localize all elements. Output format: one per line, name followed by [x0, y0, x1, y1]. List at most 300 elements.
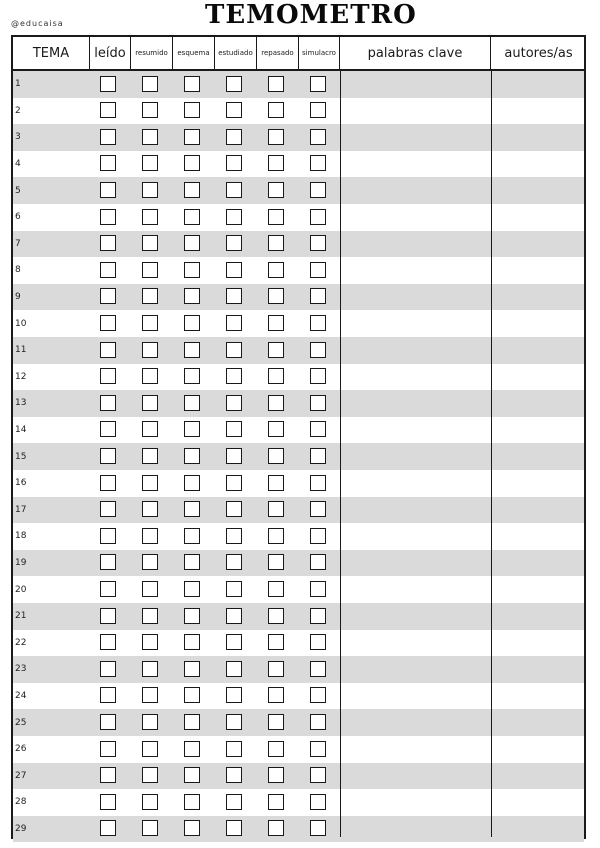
checkbox-estudiado[interactable]: [226, 661, 242, 677]
checkbox-estudiado[interactable]: [226, 421, 242, 437]
checkbox-leido[interactable]: [100, 581, 116, 597]
authors-cell[interactable]: [493, 390, 584, 417]
checkbox-repasado[interactable]: [268, 182, 284, 198]
keywords-cell[interactable]: [342, 98, 489, 125]
table-row: [13, 98, 584, 125]
checkbox-estudiado[interactable]: [226, 315, 242, 331]
checkbox-leido[interactable]: [100, 315, 116, 331]
authors-cell[interactable]: [493, 523, 584, 550]
row-number: 11: [15, 345, 27, 356]
checkbox-repasado[interactable]: [268, 102, 284, 118]
checkbox-estudiado[interactable]: [226, 102, 242, 118]
keywords-cell[interactable]: [342, 709, 489, 736]
checkbox-resumido[interactable]: [142, 288, 158, 304]
checkbox-simulacro[interactable]: [310, 581, 326, 597]
checkbox-esquema[interactable]: [184, 315, 200, 331]
checkbox-simulacro[interactable]: [310, 102, 326, 118]
checkbox-repasado[interactable]: [268, 501, 284, 517]
row-number: 27: [15, 770, 27, 781]
checkbox-simulacro[interactable]: [310, 315, 326, 331]
row-number: 10: [15, 318, 27, 329]
keywords-cell[interactable]: [342, 124, 489, 151]
table-row: [13, 124, 584, 151]
checkbox-estudiado[interactable]: [226, 342, 242, 358]
checkbox-simulacro[interactable]: [310, 342, 326, 358]
keywords-cell[interactable]: [342, 656, 489, 683]
col-header-leido: leído: [90, 37, 131, 69]
keywords-cell[interactable]: [342, 603, 489, 630]
row-number: 9: [15, 292, 21, 303]
checkbox-simulacro[interactable]: [310, 501, 326, 517]
checkbox-leido[interactable]: [100, 76, 116, 92]
checkbox-simulacro[interactable]: [310, 634, 326, 650]
checkbox-estudiado[interactable]: [226, 794, 242, 810]
checkbox-estudiado[interactable]: [226, 687, 242, 703]
table-row: [13, 630, 584, 657]
keywords-cell[interactable]: [342, 443, 489, 470]
checkbox-leido[interactable]: [100, 608, 116, 624]
checkbox-estudiado[interactable]: [226, 288, 242, 304]
row-number: 28: [15, 797, 27, 808]
table-row: [13, 550, 584, 577]
table-row: [13, 603, 584, 630]
checkbox-leido[interactable]: [100, 155, 116, 171]
checkbox-simulacro[interactable]: [310, 661, 326, 677]
checkbox-simulacro[interactable]: [310, 421, 326, 437]
checkbox-resumido[interactable]: [142, 395, 158, 411]
row-number: 6: [15, 212, 21, 223]
checkbox-repasado[interactable]: [268, 554, 284, 570]
checkbox-simulacro[interactable]: [310, 288, 326, 304]
authors-cell[interactable]: [493, 709, 584, 736]
table-row: [13, 257, 584, 284]
checkbox-estudiado[interactable]: [226, 501, 242, 517]
checkbox-repasado[interactable]: [268, 714, 284, 730]
checkbox-repasado[interactable]: [268, 209, 284, 225]
checkbox-estudiado[interactable]: [226, 129, 242, 145]
table-row: [13, 763, 584, 790]
checkbox-esquema[interactable]: [184, 342, 200, 358]
checkbox-simulacro[interactable]: [310, 475, 326, 491]
keywords-cell[interactable]: [342, 789, 489, 816]
checkbox-simulacro[interactable]: [310, 209, 326, 225]
checkbox-repasado[interactable]: [268, 687, 284, 703]
checkbox-resumido[interactable]: [142, 528, 158, 544]
authors-cell[interactable]: [493, 763, 584, 790]
checkbox-esquema[interactable]: [184, 714, 200, 730]
checkbox-resumido[interactable]: [142, 581, 158, 597]
authors-cell[interactable]: [493, 71, 584, 98]
table-row: [13, 151, 584, 178]
authors-cell[interactable]: [493, 736, 584, 763]
table-row: [13, 736, 584, 763]
table-row: [13, 497, 584, 524]
checkbox-repasado[interactable]: [268, 315, 284, 331]
checkbox-repasado[interactable]: [268, 767, 284, 783]
checkbox-repasado[interactable]: [268, 634, 284, 650]
authors-cell[interactable]: [493, 284, 584, 311]
checkbox-resumido[interactable]: [142, 794, 158, 810]
table-row: [13, 390, 584, 417]
row-number: 2: [15, 105, 21, 116]
keywords-cell[interactable]: [342, 497, 489, 524]
checkbox-leido[interactable]: [100, 741, 116, 757]
row-number: 18: [15, 531, 27, 542]
column-divider: [340, 71, 341, 837]
col-header-esquema: esquema: [173, 37, 215, 69]
table-row: [13, 231, 584, 258]
checkbox-resumido[interactable]: [142, 661, 158, 677]
table-row: [13, 683, 584, 710]
checkbox-resumido[interactable]: [142, 820, 158, 836]
row-number: 4: [15, 159, 21, 170]
authors-cell[interactable]: [493, 417, 584, 444]
checkbox-resumido[interactable]: [142, 475, 158, 491]
checkbox-leido[interactable]: [100, 528, 116, 544]
checkbox-resumido[interactable]: [142, 741, 158, 757]
authors-cell[interactable]: [493, 257, 584, 284]
authors-cell[interactable]: [493, 124, 584, 151]
checkbox-esquema[interactable]: [184, 741, 200, 757]
checkbox-leido[interactable]: [100, 448, 116, 464]
keywords-cell[interactable]: [342, 630, 489, 657]
keywords-cell[interactable]: [342, 763, 489, 790]
checkbox-resumido[interactable]: [142, 182, 158, 198]
checkbox-estudiado[interactable]: [226, 820, 242, 836]
checkbox-resumido[interactable]: [142, 262, 158, 278]
checkbox-esquema[interactable]: [184, 395, 200, 411]
checkbox-esquema[interactable]: [184, 794, 200, 810]
checkbox-esquema[interactable]: [184, 182, 200, 198]
checkbox-estudiado[interactable]: [226, 554, 242, 570]
checkbox-repasado[interactable]: [268, 528, 284, 544]
checkbox-repasado[interactable]: [268, 368, 284, 384]
row-number: 29: [15, 824, 27, 835]
checkbox-esquema[interactable]: [184, 262, 200, 278]
checkbox-estudiado[interactable]: [226, 368, 242, 384]
checkbox-repasado[interactable]: [268, 235, 284, 251]
checkbox-repasado[interactable]: [268, 342, 284, 358]
keywords-cell[interactable]: [342, 390, 489, 417]
row-number: 7: [15, 238, 21, 249]
checkbox-simulacro[interactable]: [310, 155, 326, 171]
checkbox-simulacro[interactable]: [310, 395, 326, 411]
checkbox-leido[interactable]: [100, 794, 116, 810]
checkbox-esquema[interactable]: [184, 554, 200, 570]
checkbox-resumido[interactable]: [142, 76, 158, 92]
checkbox-estudiado[interactable]: [226, 581, 242, 597]
checkbox-estudiado[interactable]: [226, 76, 242, 92]
checkbox-resumido[interactable]: [142, 554, 158, 570]
checkbox-leido[interactable]: [100, 235, 116, 251]
checkbox-estudiado[interactable]: [226, 182, 242, 198]
checkbox-repasado[interactable]: [268, 581, 284, 597]
checkbox-simulacro[interactable]: [310, 182, 326, 198]
author-handle: @educaisa: [11, 19, 64, 28]
checkbox-resumido[interactable]: [142, 767, 158, 783]
authors-cell[interactable]: [493, 204, 584, 231]
checkbox-leido[interactable]: [100, 209, 116, 225]
keywords-cell[interactable]: [342, 523, 489, 550]
checkbox-estudiado[interactable]: [226, 714, 242, 730]
table-row: [13, 204, 584, 231]
table-row: [13, 284, 584, 311]
checkbox-repasado[interactable]: [268, 475, 284, 491]
checkbox-repasado[interactable]: [268, 820, 284, 836]
checkbox-esquema[interactable]: [184, 235, 200, 251]
tracker-table: [11, 35, 586, 839]
table-row: [13, 364, 584, 391]
checkbox-repasado[interactable]: [268, 741, 284, 757]
authors-cell[interactable]: [493, 231, 584, 258]
row-number: 19: [15, 558, 27, 569]
checkbox-simulacro[interactable]: [310, 262, 326, 278]
checkbox-resumido[interactable]: [142, 342, 158, 358]
row-number: 25: [15, 717, 27, 728]
keywords-cell[interactable]: [342, 151, 489, 178]
checkbox-simulacro[interactable]: [310, 820, 326, 836]
authors-cell[interactable]: [493, 470, 584, 497]
authors-cell[interactable]: [493, 443, 584, 470]
checkbox-esquema[interactable]: [184, 288, 200, 304]
table-header: [13, 37, 584, 71]
checkbox-estudiado[interactable]: [226, 634, 242, 650]
table-row: [13, 709, 584, 736]
checkbox-leido[interactable]: [100, 395, 116, 411]
authors-cell[interactable]: [493, 683, 584, 710]
table-row: [13, 310, 584, 337]
checkbox-estudiado[interactable]: [226, 741, 242, 757]
checkbox-simulacro[interactable]: [310, 448, 326, 464]
checkbox-simulacro[interactable]: [310, 608, 326, 624]
authors-cell[interactable]: [493, 630, 584, 657]
checkbox-resumido[interactable]: [142, 368, 158, 384]
row-number: 23: [15, 664, 27, 675]
checkbox-repasado[interactable]: [268, 129, 284, 145]
col-header-repasado: repasado: [257, 37, 299, 69]
checkbox-esquema[interactable]: [184, 155, 200, 171]
keywords-cell[interactable]: [342, 417, 489, 444]
checkbox-leido[interactable]: [100, 182, 116, 198]
checkbox-resumido[interactable]: [142, 235, 158, 251]
row-number: 20: [15, 584, 27, 595]
row-number: 17: [15, 504, 27, 515]
checkbox-resumido[interactable]: [142, 448, 158, 464]
checkbox-esquema[interactable]: [184, 661, 200, 677]
table-row: [13, 576, 584, 603]
checkbox-esquema[interactable]: [184, 687, 200, 703]
table-row: [13, 71, 584, 98]
keywords-cell[interactable]: [342, 310, 489, 337]
col-header-tema: TEMA: [13, 37, 90, 69]
checkbox-esquema[interactable]: [184, 820, 200, 836]
checkbox-simulacro[interactable]: [310, 767, 326, 783]
keywords-cell[interactable]: [342, 576, 489, 603]
col-header-autores: autores/as: [504, 45, 573, 61]
checkbox-estudiado[interactable]: [226, 395, 242, 411]
checkbox-esquema[interactable]: [184, 581, 200, 597]
checkbox-esquema[interactable]: [184, 767, 200, 783]
authors-cell[interactable]: [493, 816, 584, 843]
checkbox-repasado[interactable]: [268, 288, 284, 304]
checkbox-repasado[interactable]: [268, 661, 284, 677]
authors-cell[interactable]: [493, 151, 584, 178]
checkbox-simulacro[interactable]: [310, 714, 326, 730]
checkbox-esquema[interactable]: [184, 475, 200, 491]
checkbox-leido[interactable]: [100, 475, 116, 491]
authors-cell[interactable]: [493, 789, 584, 816]
keywords-cell[interactable]: [342, 284, 489, 311]
keywords-cell[interactable]: [342, 550, 489, 577]
row-number: 24: [15, 691, 27, 702]
authors-cell[interactable]: [493, 497, 584, 524]
row-number: 13: [15, 398, 27, 409]
checkbox-esquema[interactable]: [184, 209, 200, 225]
checkbox-estudiado[interactable]: [226, 475, 242, 491]
keywords-cell[interactable]: [342, 177, 489, 204]
col-header-simulacro: simulacro: [299, 37, 340, 69]
checkbox-esquema[interactable]: [184, 102, 200, 118]
table-row: [13, 789, 584, 816]
checkbox-simulacro[interactable]: [310, 741, 326, 757]
checkbox-esquema[interactable]: [184, 76, 200, 92]
checkbox-repasado[interactable]: [268, 794, 284, 810]
authors-cell[interactable]: [493, 337, 584, 364]
checkbox-resumido[interactable]: [142, 687, 158, 703]
checkbox-esquema[interactable]: [184, 448, 200, 464]
checkbox-esquema[interactable]: [184, 608, 200, 624]
authors-cell[interactable]: [493, 98, 584, 125]
checkbox-leido[interactable]: [100, 767, 116, 783]
checkbox-esquema[interactable]: [184, 368, 200, 384]
authors-cell[interactable]: [493, 656, 584, 683]
checkbox-simulacro[interactable]: [310, 554, 326, 570]
checkbox-repasado[interactable]: [268, 421, 284, 437]
checkbox-leido[interactable]: [100, 129, 116, 145]
checkbox-leido[interactable]: [100, 501, 116, 517]
row-number: 3: [15, 132, 21, 143]
checkbox-estudiado[interactable]: [226, 448, 242, 464]
table-row: [13, 337, 584, 364]
checkbox-leido[interactable]: [100, 661, 116, 677]
checkbox-esquema[interactable]: [184, 634, 200, 650]
checkbox-resumido[interactable]: [142, 102, 158, 118]
checkbox-simulacro[interactable]: [310, 76, 326, 92]
checkbox-resumido[interactable]: [142, 421, 158, 437]
checkbox-estudiado[interactable]: [226, 767, 242, 783]
row-number: 12: [15, 371, 27, 382]
checkbox-leido[interactable]: [100, 634, 116, 650]
checkbox-leido[interactable]: [100, 421, 116, 437]
checkbox-leido[interactable]: [100, 554, 116, 570]
checkbox-leido[interactable]: [100, 714, 116, 730]
row-number: 26: [15, 744, 27, 755]
checkbox-leido[interactable]: [100, 687, 116, 703]
table-row: [13, 443, 584, 470]
table-row: [13, 656, 584, 683]
checkbox-estudiado[interactable]: [226, 235, 242, 251]
keywords-cell[interactable]: [342, 257, 489, 284]
checkbox-simulacro[interactable]: [310, 235, 326, 251]
row-number: 15: [15, 451, 27, 462]
checkbox-repasado[interactable]: [268, 76, 284, 92]
checkbox-resumido[interactable]: [142, 155, 158, 171]
checkbox-estudiado[interactable]: [226, 155, 242, 171]
checkbox-resumido[interactable]: [142, 315, 158, 331]
row-number: 22: [15, 637, 27, 648]
checkbox-esquema[interactable]: [184, 129, 200, 145]
checkbox-simulacro[interactable]: [310, 528, 326, 544]
checkbox-leido[interactable]: [100, 820, 116, 836]
keywords-cell[interactable]: [342, 71, 489, 98]
authors-cell[interactable]: [493, 603, 584, 630]
row-number: 5: [15, 185, 21, 196]
checkbox-repasado[interactable]: [268, 395, 284, 411]
authors-cell[interactable]: [493, 177, 584, 204]
checkbox-estudiado[interactable]: [226, 528, 242, 544]
keywords-cell[interactable]: [342, 364, 489, 391]
keywords-cell[interactable]: [342, 736, 489, 763]
table-row: [13, 523, 584, 550]
table-row: [13, 816, 584, 843]
page-title: TEMOMETRO: [205, 0, 417, 30]
checkbox-esquema[interactable]: [184, 528, 200, 544]
keywords-cell[interactable]: [342, 204, 489, 231]
checkbox-repasado[interactable]: [268, 262, 284, 278]
col-header-palabras-clave: palabras clave: [340, 37, 491, 69]
authors-cell[interactable]: [493, 576, 584, 603]
keywords-cell[interactable]: [342, 816, 489, 843]
authors-cell[interactable]: [493, 364, 584, 391]
checkbox-leido[interactable]: [100, 368, 116, 384]
authors-cell[interactable]: [493, 310, 584, 337]
checkbox-repasado[interactable]: [268, 155, 284, 171]
checkbox-resumido[interactable]: [142, 608, 158, 624]
checkbox-leido[interactable]: [100, 288, 116, 304]
checkbox-esquema[interactable]: [184, 501, 200, 517]
row-number: 8: [15, 265, 21, 276]
keywords-cell[interactable]: [342, 683, 489, 710]
keywords-cell[interactable]: [342, 337, 489, 364]
checkbox-esquema[interactable]: [184, 421, 200, 437]
checkbox-leido[interactable]: [100, 342, 116, 358]
checkbox-resumido[interactable]: [142, 714, 158, 730]
checkbox-resumido[interactable]: [142, 634, 158, 650]
checkbox-estudiado[interactable]: [226, 608, 242, 624]
checkbox-simulacro[interactable]: [310, 794, 326, 810]
checkbox-repasado[interactable]: [268, 608, 284, 624]
checkbox-resumido[interactable]: [142, 129, 158, 145]
checkbox-resumido[interactable]: [142, 501, 158, 517]
row-number: 16: [15, 478, 27, 489]
keywords-cell[interactable]: [342, 470, 489, 497]
row-number: 14: [15, 425, 27, 436]
checkbox-estudiado[interactable]: [226, 209, 242, 225]
keywords-cell[interactable]: [342, 231, 489, 258]
col-header-estudiado: estudiado: [215, 37, 257, 69]
checkbox-repasado[interactable]: [268, 448, 284, 464]
authors-cell[interactable]: [493, 550, 584, 577]
checkbox-resumido[interactable]: [142, 209, 158, 225]
checkbox-leido[interactable]: [100, 102, 116, 118]
row-number: 21: [15, 611, 27, 622]
checkbox-simulacro[interactable]: [310, 129, 326, 145]
checkbox-leido[interactable]: [100, 262, 116, 278]
checkbox-simulacro[interactable]: [310, 368, 326, 384]
checkbox-estudiado[interactable]: [226, 262, 242, 278]
row-number: 1: [15, 79, 21, 90]
checkbox-simulacro[interactable]: [310, 687, 326, 703]
